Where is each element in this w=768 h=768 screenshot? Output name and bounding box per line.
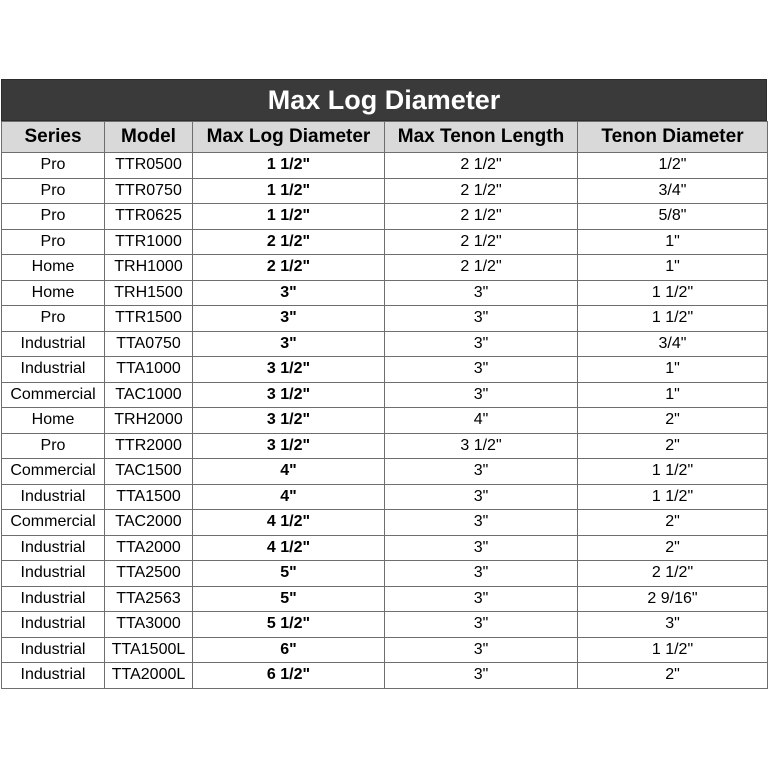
tenon-diameter-cell: 1 1/2" (578, 306, 768, 332)
model-cell: TRH1500 (105, 280, 193, 306)
table-title: Max Log Diameter (1, 79, 767, 121)
model-cell: TTA1500L (105, 637, 193, 663)
table-row (2, 612, 768, 638)
series-cell: Industrial (2, 561, 105, 587)
max-log-diameter-cell: 4" (193, 484, 385, 510)
model-cell: TTR0750 (105, 178, 193, 204)
series-cell: Industrial (2, 535, 105, 561)
series-cell: Industrial (2, 484, 105, 510)
tenon-diameter-cell: 1 1/2" (578, 637, 768, 663)
series-cell: Industrial (2, 612, 105, 638)
tenon-diameter-cell: 1 1/2" (578, 484, 768, 510)
model-cell: TTR1500 (105, 306, 193, 332)
max-log-diameter-cell: 5 1/2" (193, 612, 385, 638)
tenon-diameter-cell: 1" (578, 382, 768, 408)
max-tenon-length-cell: 3" (385, 510, 578, 536)
max-tenon-length-cell: 3" (385, 459, 578, 485)
table-row (2, 663, 768, 689)
max-tenon-length-cell: 2 1/2" (385, 153, 578, 179)
tenon-diameter-cell: 3/4" (578, 331, 768, 357)
tenon-diameter-cell: 1" (578, 255, 768, 281)
tenon-diameter-cell: 2" (578, 433, 768, 459)
max-tenon-length-cell: 3" (385, 280, 578, 306)
spec-table (1, 121, 768, 689)
max-log-diameter-cell: 2 1/2" (193, 255, 385, 281)
max-log-diameter-cell: 3" (193, 331, 385, 357)
series-cell: Industrial (2, 637, 105, 663)
table-row (2, 637, 768, 663)
tenon-diameter-cell: 1 1/2" (578, 459, 768, 485)
max-tenon-length-cell: 3" (385, 357, 578, 383)
model-cell: TTA3000 (105, 612, 193, 638)
model-cell: TAC2000 (105, 510, 193, 536)
max-tenon-length-cell: 3" (385, 382, 578, 408)
table-row (2, 408, 768, 434)
model-cell: TRH2000 (105, 408, 193, 434)
max-tenon-length-cell: 3" (385, 586, 578, 612)
model-cell: TAC1500 (105, 459, 193, 485)
series-cell: Pro (2, 306, 105, 332)
tenon-diameter-cell: 5/8" (578, 204, 768, 230)
header-series: Series (2, 122, 105, 153)
max-log-diameter-cell: 4 1/2" (193, 535, 385, 561)
series-cell: Pro (2, 153, 105, 179)
table-row (2, 153, 768, 179)
table-row (2, 331, 768, 357)
max-log-diameter-cell: 6" (193, 637, 385, 663)
table-row (2, 561, 768, 587)
series-cell: Pro (2, 178, 105, 204)
table-row (2, 535, 768, 561)
max-log-diameter-cell: 3 1/2" (193, 408, 385, 434)
max-tenon-length-cell: 3" (385, 663, 578, 689)
spec-table-container (1, 79, 767, 689)
model-cell: TTR0625 (105, 204, 193, 230)
table-row (2, 433, 768, 459)
table-body (2, 153, 768, 689)
table-row (2, 255, 768, 281)
header-row (2, 122, 768, 153)
tenon-diameter-cell: 1/2" (578, 153, 768, 179)
series-cell: Commercial (2, 382, 105, 408)
tenon-diameter-cell: 2" (578, 510, 768, 536)
model-cell: TTA0750 (105, 331, 193, 357)
table-row (2, 229, 768, 255)
max-tenon-length-cell: 3" (385, 561, 578, 587)
max-tenon-length-cell: 2 1/2" (385, 178, 578, 204)
model-cell: TTA1500 (105, 484, 193, 510)
series-cell: Industrial (2, 331, 105, 357)
max-log-diameter-cell: 5" (193, 586, 385, 612)
table-row (2, 459, 768, 485)
table-row (2, 306, 768, 332)
series-cell: Pro (2, 433, 105, 459)
model-cell: TTA1000 (105, 357, 193, 383)
header-max-tenon-length: Max Tenon Length (385, 122, 578, 153)
max-tenon-length-cell: 3 1/2" (385, 433, 578, 459)
model-cell: TTR0500 (105, 153, 193, 179)
series-cell: Home (2, 255, 105, 281)
max-log-diameter-cell: 1 1/2" (193, 204, 385, 230)
model-cell: TTR2000 (105, 433, 193, 459)
max-log-diameter-cell: 1 1/2" (193, 178, 385, 204)
model-cell: TTA2563 (105, 586, 193, 612)
tenon-diameter-cell: 3" (578, 612, 768, 638)
max-log-diameter-cell: 3 1/2" (193, 357, 385, 383)
table-row (2, 382, 768, 408)
series-cell: Industrial (2, 663, 105, 689)
model-cell: TRH1000 (105, 255, 193, 281)
table-row (2, 280, 768, 306)
table-row (2, 204, 768, 230)
max-tenon-length-cell: 4" (385, 408, 578, 434)
tenon-diameter-cell: 2 9/16" (578, 586, 768, 612)
tenon-diameter-cell: 2" (578, 408, 768, 434)
table-row (2, 484, 768, 510)
series-cell: Industrial (2, 586, 105, 612)
max-log-diameter-cell: 5" (193, 561, 385, 587)
header-tenon-diameter: Tenon Diameter (578, 122, 768, 153)
max-tenon-length-cell: 2 1/2" (385, 255, 578, 281)
max-log-diameter-cell: 4" (193, 459, 385, 485)
header-max-log-diameter: Max Log Diameter (193, 122, 385, 153)
max-tenon-length-cell: 3" (385, 612, 578, 638)
max-log-diameter-cell: 3" (193, 306, 385, 332)
tenon-diameter-cell: 1 1/2" (578, 280, 768, 306)
max-tenon-length-cell: 3" (385, 306, 578, 332)
model-cell: TTA2000 (105, 535, 193, 561)
table-row (2, 510, 768, 536)
series-cell: Industrial (2, 357, 105, 383)
max-tenon-length-cell: 3" (385, 484, 578, 510)
tenon-diameter-cell: 3/4" (578, 178, 768, 204)
max-log-diameter-cell: 3 1/2" (193, 382, 385, 408)
max-log-diameter-cell: 3 1/2" (193, 433, 385, 459)
model-cell: TTA2000L (105, 663, 193, 689)
table-row (2, 178, 768, 204)
max-log-diameter-cell: 2 1/2" (193, 229, 385, 255)
max-log-diameter-cell: 1 1/2" (193, 153, 385, 179)
max-log-diameter-cell: 4 1/2" (193, 510, 385, 536)
series-cell: Pro (2, 204, 105, 230)
max-tenon-length-cell: 3" (385, 535, 578, 561)
max-log-diameter-cell: 3" (193, 280, 385, 306)
table-row (2, 586, 768, 612)
series-cell: Commercial (2, 459, 105, 485)
series-cell: Home (2, 408, 105, 434)
max-tenon-length-cell: 2 1/2" (385, 204, 578, 230)
max-tenon-length-cell: 3" (385, 637, 578, 663)
max-log-diameter-cell: 6 1/2" (193, 663, 385, 689)
tenon-diameter-cell: 2 1/2" (578, 561, 768, 587)
tenon-diameter-cell: 1" (578, 357, 768, 383)
table-row (2, 357, 768, 383)
tenon-diameter-cell: 2" (578, 663, 768, 689)
model-cell: TTR1000 (105, 229, 193, 255)
series-cell: Pro (2, 229, 105, 255)
max-tenon-length-cell: 2 1/2" (385, 229, 578, 255)
model-cell: TTA2500 (105, 561, 193, 587)
series-cell: Home (2, 280, 105, 306)
model-cell: TAC1000 (105, 382, 193, 408)
tenon-diameter-cell: 2" (578, 535, 768, 561)
max-tenon-length-cell: 3" (385, 331, 578, 357)
tenon-diameter-cell: 1" (578, 229, 768, 255)
series-cell: Commercial (2, 510, 105, 536)
header-model: Model (105, 122, 193, 153)
